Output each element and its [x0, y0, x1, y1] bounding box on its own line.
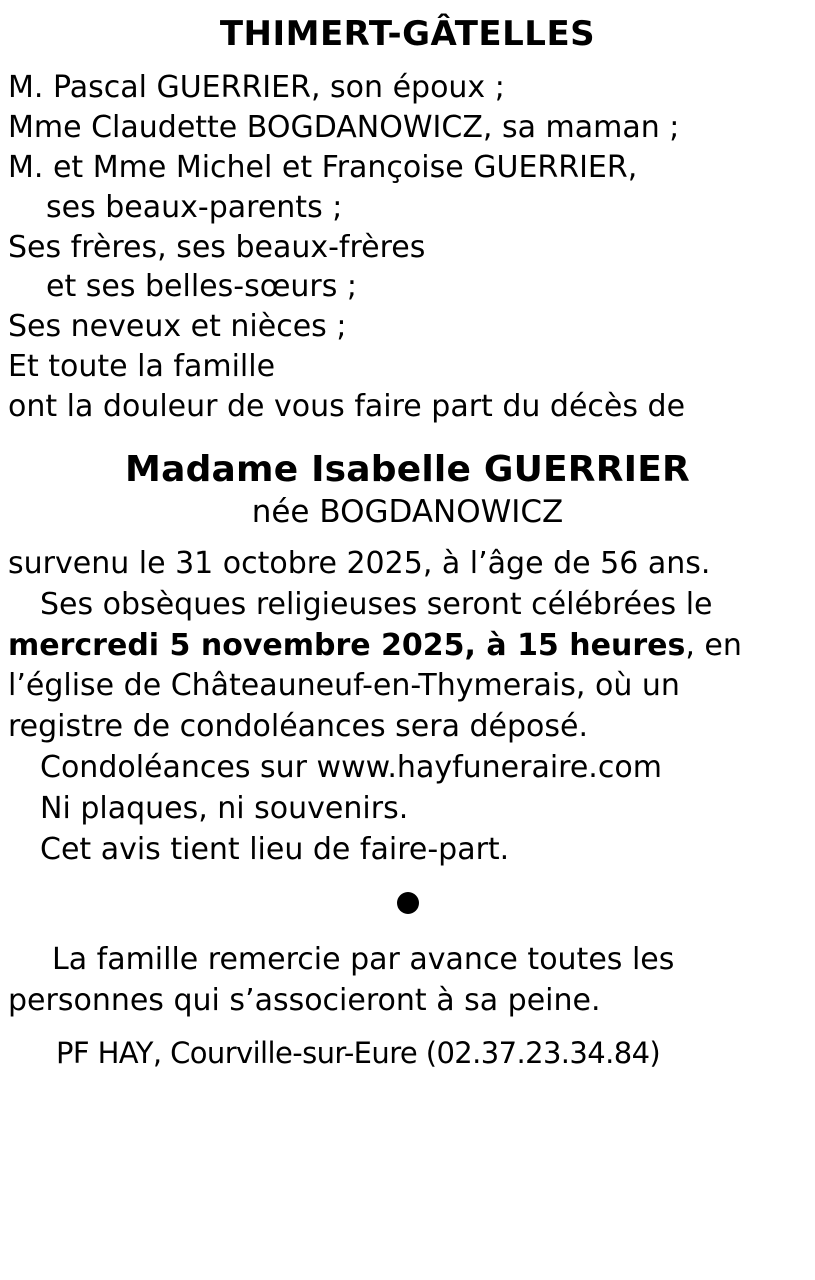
family-line: ses beaux-parents ;: [46, 189, 343, 225]
family-line: M. et Mme Michel et Françoise GUERRIER,: [8, 149, 638, 185]
dot-icon: [397, 892, 419, 914]
family-list: [8, 68, 807, 427]
service-datetime-suffix: , en: [685, 627, 742, 663]
service-register-line: registre de condoléances sera déposé.: [8, 709, 589, 745]
condolences-line: Condoléances sur www.hayfuneraire.com: [40, 750, 662, 785]
faire-part-line: Cet avis tient lieu de faire-part.: [40, 831, 510, 867]
deceased-maiden-name: née BOGDANOWICZ: [251, 494, 564, 531]
death-date-line: survenu le 31 octobre 2025, à l’âge de 56 ans.: [8, 546, 711, 582]
family-line: Mme Claudette BOGDANOWICZ, sa maman ;: [8, 109, 680, 145]
announcement-line: ont la douleur de vous faire part du décès de: [8, 389, 686, 425]
family-line: et ses belles-sœurs ;: [46, 269, 358, 305]
service-line: Ses obsèques religieuses seront célébrées le: [40, 586, 713, 622]
funeral-home-credit: PF HAY, Courville-sur-Eure (02.37.23.34.84): [56, 1035, 661, 1070]
thanks-block: [8, 940, 807, 1022]
service-details: [8, 544, 807, 870]
service-datetime-line: [8, 626, 807, 667]
family-line: Et toute la famille: [8, 349, 276, 385]
thanks-line: La famille remercie par avance toutes les: [52, 942, 675, 978]
locality-heading: THIMERT-GÂTELLES: [219, 14, 596, 54]
service-location-line: l’église de Châteauneuf-en-Thymerais, où un: [8, 668, 680, 704]
service-datetime: mercredi 5 novembre 2025, à 15 heures: [8, 627, 686, 663]
bullet-separator-icon: [8, 892, 807, 914]
family-line: Ses frères, ses beaux-frères: [8, 229, 426, 265]
deceased-name: Madame Isabelle GUERRIER: [125, 449, 690, 491]
family-line: M. Pascal GUERRIER, son époux ;: [8, 70, 505, 105]
no-plaques-line: Ni plaques, ni souvenirs.: [40, 790, 409, 826]
thanks-line: personnes qui s’associeront à sa peine.: [8, 983, 601, 1019]
family-line: Ses neveux et nièces ;: [8, 309, 347, 345]
